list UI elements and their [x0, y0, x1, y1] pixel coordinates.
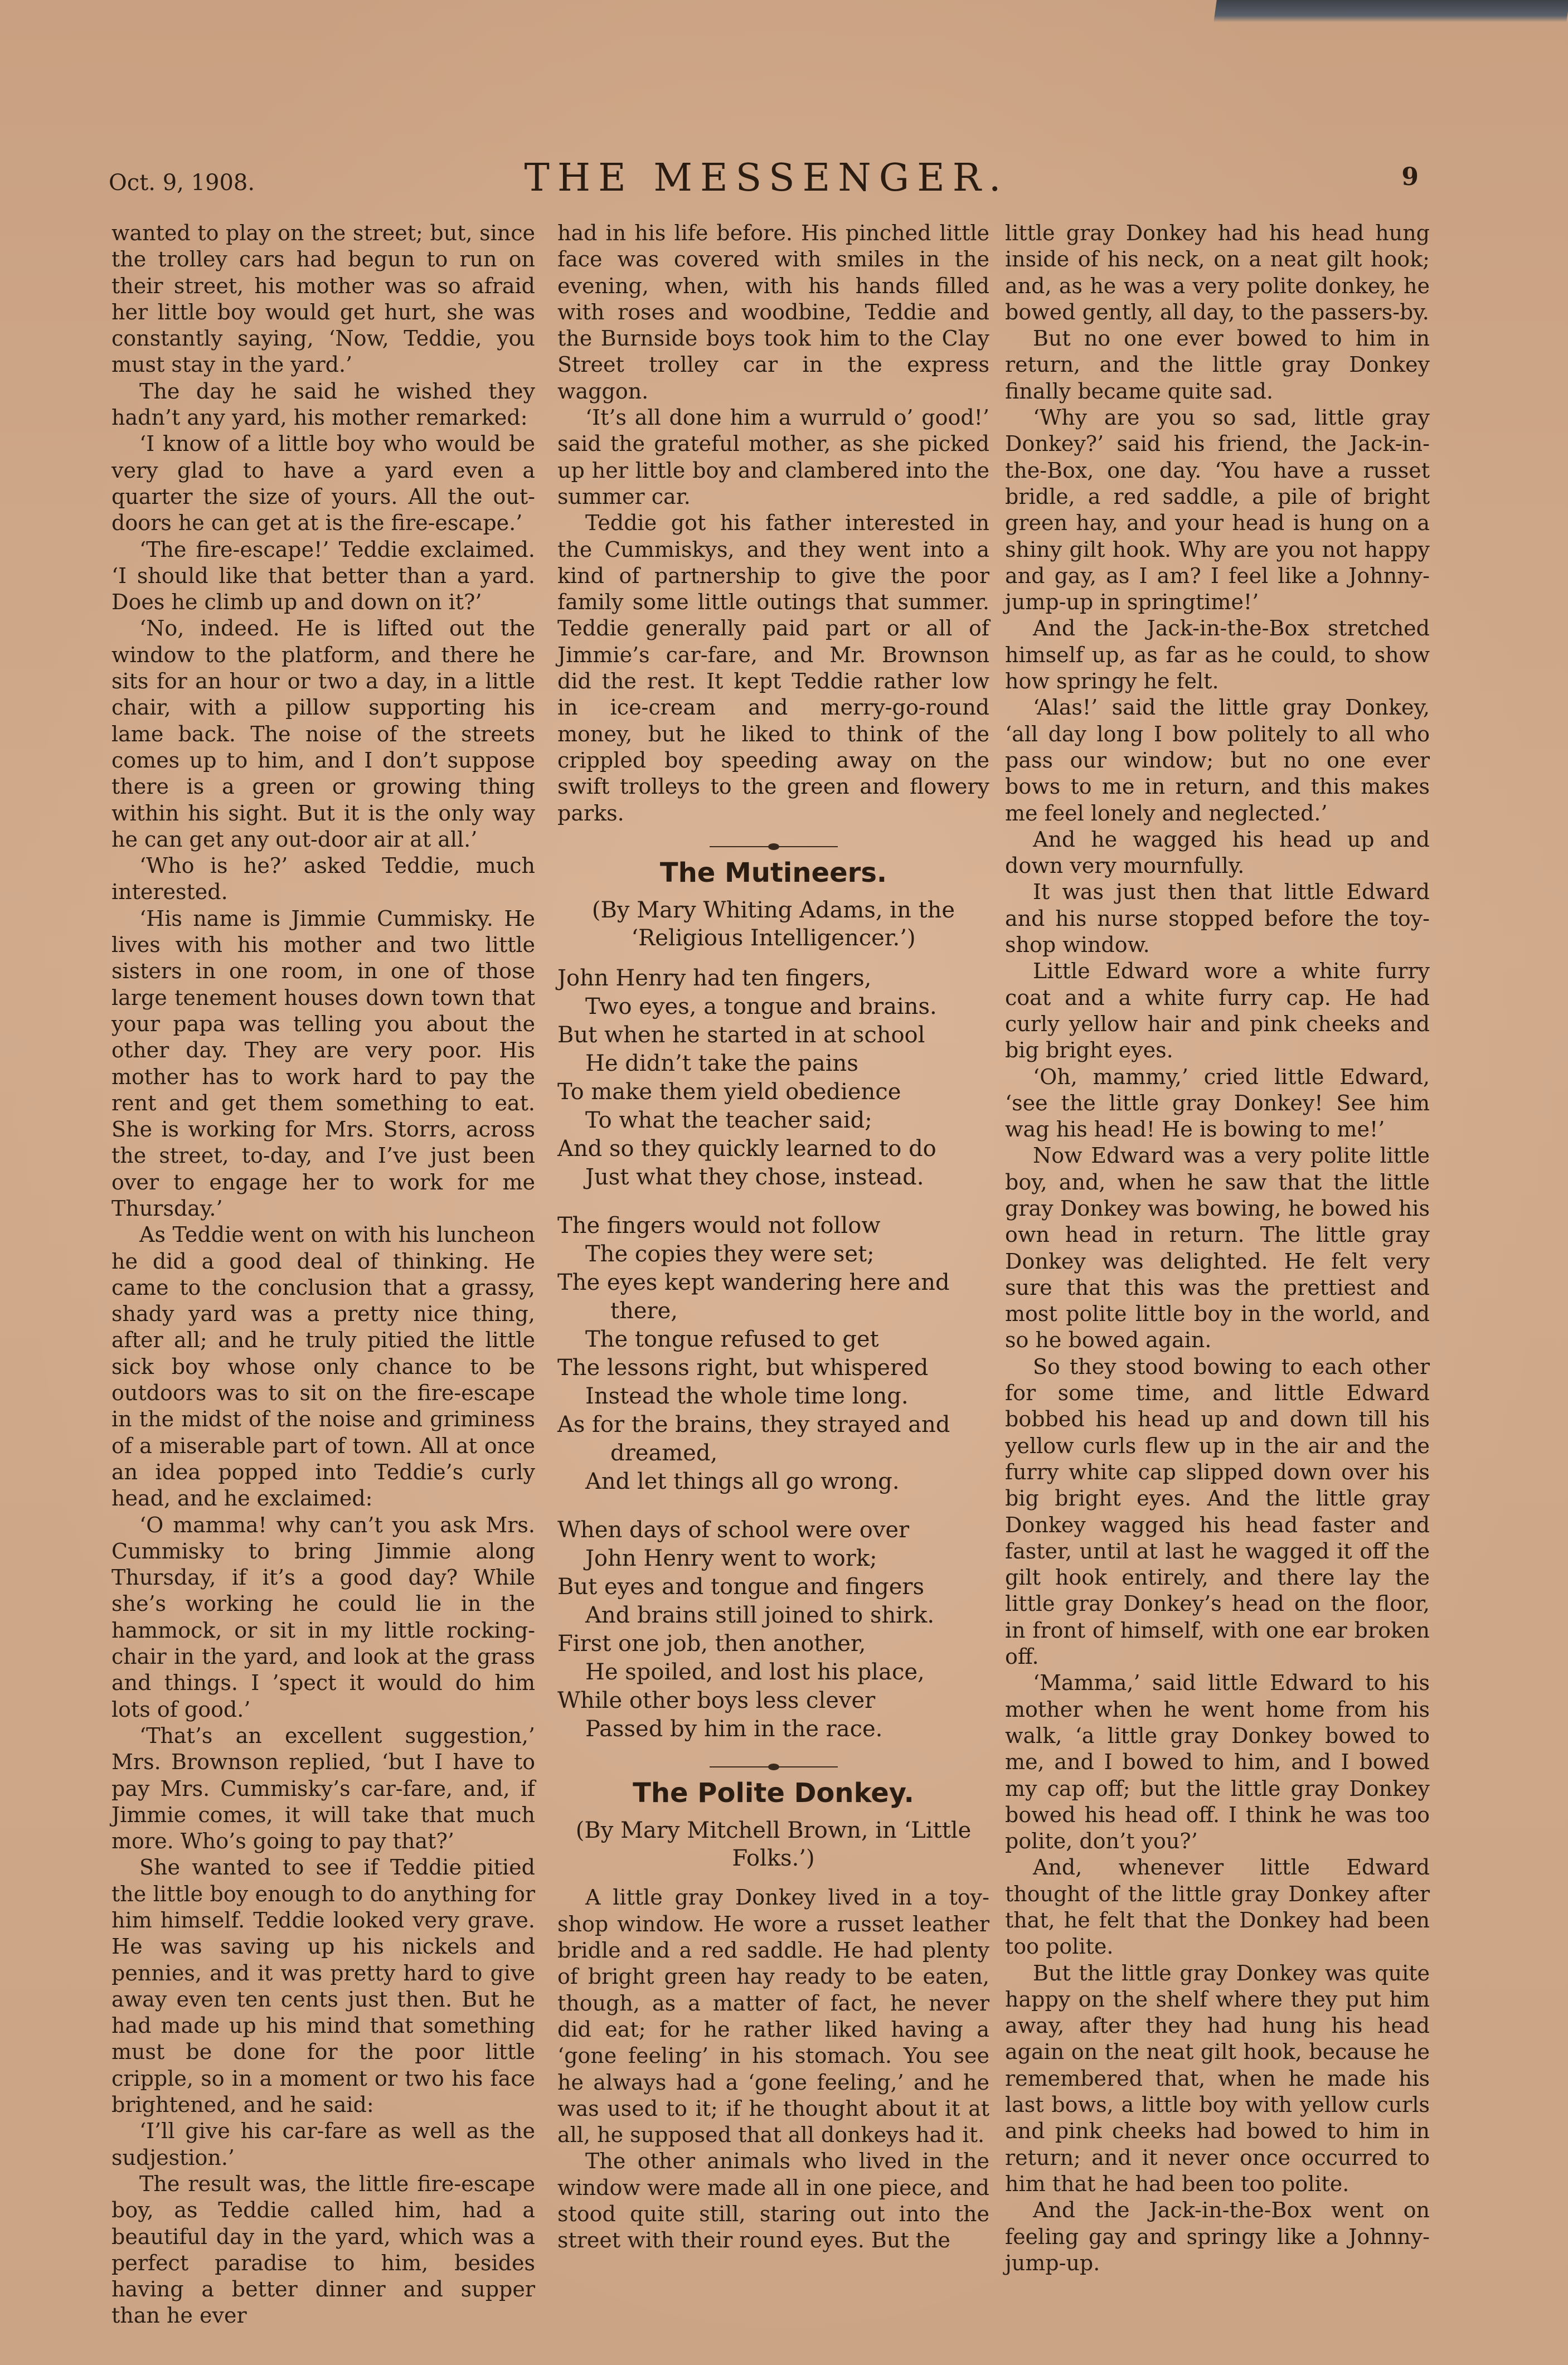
poem-line: The lessons right, but whispered — [557, 1355, 929, 1381]
paragraph: ‘I’ll give his car-fare as well as the sudjestion.’ — [111, 2119, 535, 2170]
poem-line: dreamed, — [610, 1440, 718, 1466]
page-header — [109, 156, 1424, 206]
paragraph: So they stood bowing to each other for some time, and little Edward bobbed his head up and down till his yellow curls flew up in the air and the furry white cap slipped down over his big bright eyes. And the little gray Donkey wagged his head faster and faster, until at last he wagged it off the gilt hook entirely, and there lay the little gray Donkey’s head on the floor, in front of himself, with one ear broken off. — [1005, 1354, 1430, 1669]
paragraph: But no one ever bowed to him in return, and the little gray Donkey finally became quite sad. — [1005, 326, 1430, 404]
poem-line: But when he started in at school — [557, 1022, 925, 1048]
paragraph: She wanted to see if Teddie pitied the little boy enough to do anything for him himself. Teddie looked very grave. He was saving up his nickels and pennies, and it was pretty hard to give away even ten cents just then. But he had made up his mind that something must be done for the poor little cripple, so in a moment or two his face brightened, and he said: — [111, 1855, 535, 2118]
section-divider — [710, 843, 838, 850]
paragraph: And he wagged his head up and down very mournfully. — [1005, 827, 1430, 878]
poem-line: The eyes kept wandering here and — [557, 1270, 950, 1296]
paragraph: And the Jack-in-the-Box went on feeling gay and springy like a Johnny-jump-up. — [1005, 2198, 1430, 2275]
poem-line: Just what they chose, instead. — [585, 1164, 924, 1191]
story-byline: (By Mary Mitchell Brown, in ‘Little Folks.’) — [575, 1818, 972, 1872]
poem-line: To what the teacher said; — [585, 1108, 872, 1134]
paragraph: ‘No, indeed. He is lifted out the window to the platform, and there he sits for an hour or two a day, in a little chair, with a pillow supporting his lame back. The noise of the streets comes up to him, and I don’t suppose there is a green or growing thing within his sight. But it is the only way he can get any out-door air at all.’ — [111, 616, 535, 852]
poem-line: And let things all go wrong. — [585, 1469, 900, 1495]
paragraph: Now Edward was a very polite little boy, and, when he saw that the little gray Donkey was bowing, he bowed his own head in return. The little gray Donkey was delighted. He felt very sure that this was the prettiest and most polite little boy in the world, and so he bowed again. — [1005, 1143, 1430, 1353]
paragraph: wanted to play on the street; but, since the trolley cars had begun to run on their street, his mother was so afraid her little boy would get hurt, she was constantly saying, ‘Now, Teddie, you must stay in the yard.’ — [111, 221, 535, 377]
paragraph: had in his life before. His pinched little face was covered with smiles in the evening, when, with his hands filled with roses and woodbine, Teddie and the Burnside boys took him to the Clay Street trolley car in the express waggon. — [557, 221, 989, 404]
poem-line: And so they quickly learned to do — [557, 1136, 936, 1162]
poem-line: And brains still joined to shirk. — [585, 1602, 935, 1629]
page-number: 9 — [1401, 163, 1419, 191]
paragraph: It was just then that little Edward and his nurse stopped before the toy-shop window. — [1005, 880, 1430, 958]
paragraph: And the Jack-in-the-Box stretched himself up, as far as he could, to show how springy he felt. — [1005, 616, 1430, 694]
masthead-title: THE MESSENGER. — [524, 156, 1009, 200]
poem-line: there, — [610, 1298, 678, 1324]
paragraph: The other animals who lived in the window were made all in one piece, and stood quite still, staring out into the street with their round eyes. But the — [557, 2149, 989, 2253]
paragraph: As Teddie went on with his luncheon he did a good deal of thinking. He came to the conclusion that a grassy, shady yard was a pretty nice thing, after all; and he truly pitied the little sick boy whose only chance to be outdoors was to sit on the fire-escape in the midst of the noise and griminess of a miserable part of town. All at once an idea popped into Teddie’s curly head, and he exclaimed: — [111, 1222, 535, 1511]
paragraph: ‘Mamma,’ said little Edward to his mother when he went home from his walk, ‘a little gray Donkey bowed to me, and I bowed to him, and I bowed my cap off; but the little gray Donkey bowed his head off. I think he was too polite, don’t you?’ — [1005, 1670, 1430, 1854]
poem-line: To make them yield obedience — [557, 1079, 901, 1105]
paragraph: little gray Donkey had his head hung inside of his neck, on a neat gilt hook; and, as he was a very polite donkey, he bowed gently, all day, to the passers-by. — [1005, 221, 1430, 324]
paragraph: But the little gray Donkey was quite happy on the shelf where they put him away, after they had hung his head again on the neat gilt hook, because he remembered that, when he made his last bows, a little boy with yellow curls and pink cheeks had bowed to him in return; and it never once occurred to him that he had been too polite. — [1005, 1960, 1430, 2196]
paragraph: ‘That’s an excellent suggestion,’ Mrs. Brownson replied, ‘but I have to pay Mrs. Cummisky’s car-fare, and, if Jimmie comes, it will take that much more. Who’s going to pay that?’ — [111, 1723, 535, 1854]
poem-line: The tongue refused to get — [585, 1327, 879, 1353]
paragraph: Little Edward wore a white furry coat and a white furry cap. He had curly yellow hair and pink cheeks and big bright eyes. — [1005, 959, 1430, 1063]
paragraph: ‘Alas!’ said the little gray Donkey, ‘all day long I bow politely to all who pass our window; but no one ever bows to me in return, and this makes me feel lonely and neglected.’ — [1005, 695, 1430, 825]
paragraph: The day he said he wished they hadn’t any yard, his mother remarked: — [111, 378, 535, 430]
poem-line: Two eyes, a tongue and brains. — [585, 994, 937, 1020]
paragraph: ‘I know of a little boy who would be very glad to have a yard even a quarter the size of yours. All the out-doors he can get at is the fire-escape.’ — [111, 431, 535, 536]
poem-stanza — [557, 1212, 989, 1496]
page-edge-shadow — [1213, 0, 1568, 22]
poem-line: But eyes and tongue and fingers — [557, 1574, 925, 1600]
poem-line: He didn’t take the pains — [585, 1051, 858, 1077]
paragraph: ‘His name is Jimmie Cummisky. He lives with his mother and two little sisters in one room, in one of those large tenement houses down town that your papa was telling you about the other day. They are very poor. His mother has to work hard to pay the rent and get them something to eat. She is working for Mrs. Storrs, across the street, to-day, and I’ve just been over to engage her to work for me Thursday.’ — [111, 906, 535, 1221]
paragraph: ‘O mamma! why can’t you ask Mrs. Cummisky to bring Jimmie along Thursday, if it’s a good day? While she’s working he could lie in the hammock, or sit in my little rocking-chair in the yard, and look at the grass and things. I ’spect it would do him lots of good.’ — [111, 1512, 535, 1722]
poem-line: Passed by him in the race. — [585, 1716, 883, 1742]
poem-stanza — [557, 1516, 989, 1744]
poem-stanza — [557, 964, 989, 1192]
poem-line: When days of school were over — [557, 1517, 910, 1543]
paragraph: A little gray Donkey lived in a toy-shop window. He wore a russet leather bridle and a red saddle. He had plenty of bright green hay ready to be eaten, though, as a matter of fact, he never did eat; for he rather liked having a ‘gone feeling’ in his stomach. You see he always had a ‘gone feeling,’ and he was used to it; if he thought about it at all, he supposed that all donkeys had it. — [557, 1885, 989, 2148]
poem-line: As for the brains, they strayed and — [557, 1412, 950, 1438]
poem-line: The fingers would not follow — [557, 1213, 881, 1239]
poem-line: The copies they were set; — [585, 1241, 875, 1268]
poem-line: He spoiled, and lost his place, — [585, 1659, 925, 1686]
paragraph: ‘It’s all done him a wurruld o’ good!’ said the grateful mother, as she picked up her little boy and clambered into the summer car. — [557, 405, 989, 509]
paragraph: Teddie got his father interested in the Cummiskys, and they went into a kind of partnership to give the poor family some little outings that summer. Teddie generally paid part or all of Jimmie’s car-fare, and Mr. Brownson did the rest. It kept Teddie rather low in ice-cream and merry-go-round money, but he liked to think of the crippled boy speeding away on the swift trolleys to the green and flowery parks. — [557, 511, 989, 825]
poem-line: John Henry went to work; — [585, 1546, 877, 1572]
paragraph: ‘Oh, mammy,’ cried little Edward, ‘see the little gray Donkey! See him wag his head! He is bowing to me!’ — [1005, 1064, 1430, 1142]
paragraph: And, whenever little Edward thought of the little gray Donkey after that, he felt that the Donkey had been too polite. — [1005, 1855, 1430, 1959]
story-title: The Polite Donkey. — [633, 1778, 914, 1809]
poem-byline: (By Mary Whiting Adams, in the ‘Religious Intelligencer.’) — [591, 897, 955, 951]
paragraph: The result was, the little fire-escape boy, as Teddie called him, had a beautiful day in the yard, which was a perfect paradise to him, besides having a better dinner and supper than he ever — [111, 2171, 535, 2328]
issue-date: Oct. 9, 1908. — [109, 170, 255, 196]
paragraph: ‘The fire-escape!’ Teddie exclaimed. ‘I should like that better than a yard. Does he climb up and down on it?’ — [111, 537, 535, 615]
column-2 — [557, 220, 989, 2254]
poem-line: Instead the whole time long. — [585, 1383, 909, 1410]
column-1 — [111, 220, 535, 2329]
poem-title: The Mutineers. — [659, 857, 887, 888]
poem-line: While other boys less clever — [557, 1688, 876, 1714]
column-3 — [1005, 220, 1430, 2276]
paragraph: ‘Who is he?’ asked Teddie, much interested. — [111, 853, 535, 905]
poem-line: First one job, then another, — [557, 1631, 866, 1657]
paragraph: ‘Why are you so sad, little gray Donkey?’ said his friend, the Jack-in-the-Box, one day. ‘You have a russet bridle, a red saddle, a pile of bright green hay, and your head is hung on a shiny gilt hook. Why are you not happy and gay, as I am? I feel like a Johnny-jump-up in springtime!’ — [1005, 405, 1430, 615]
poem-line: John Henry had ten fingers, — [557, 965, 872, 992]
section-divider — [710, 1764, 838, 1770]
